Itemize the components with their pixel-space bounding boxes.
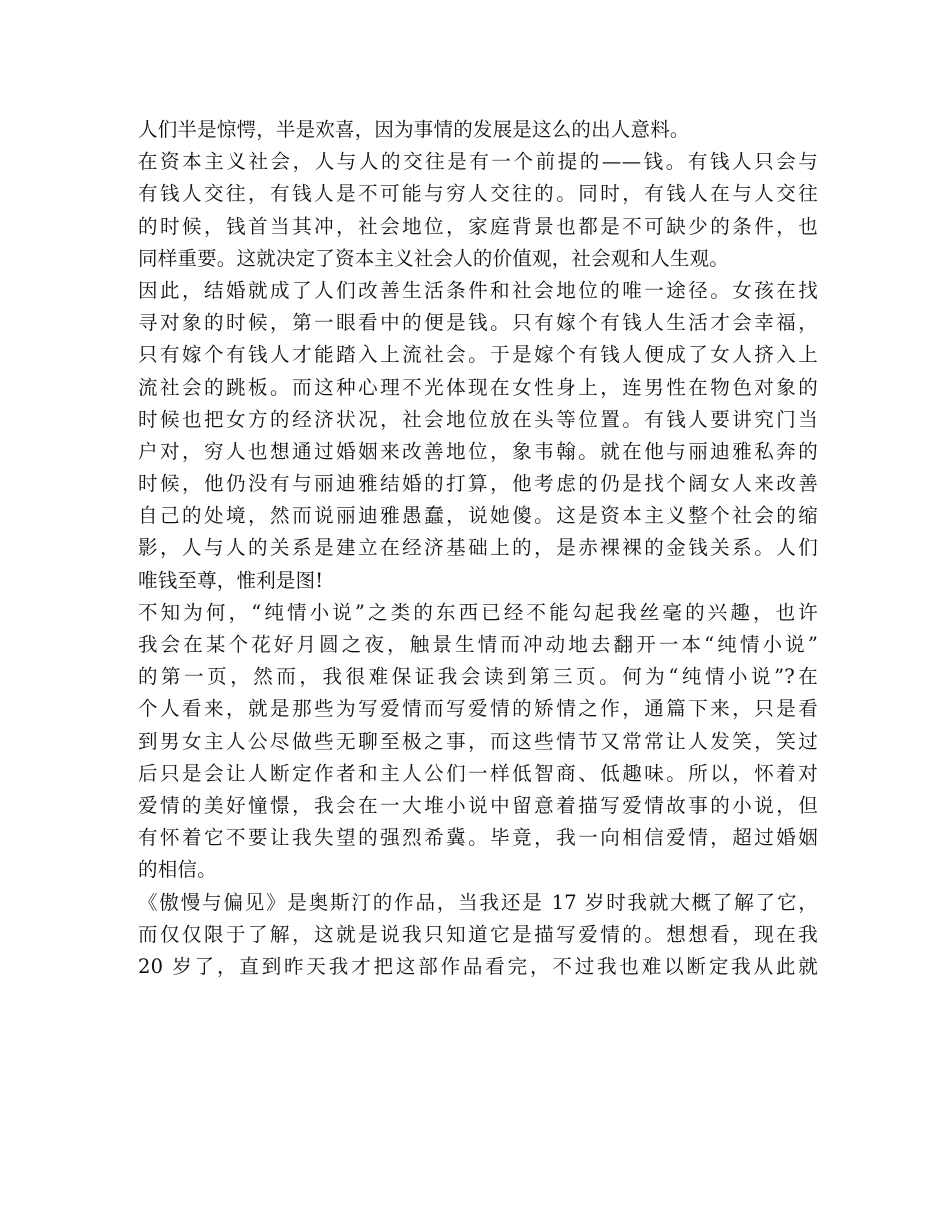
text-line: 我会在某个花好月圆之夜，触景生情而冲动地去翻开一本“纯情小说”: [138, 633, 818, 656]
text-line: 有怀着它不要让我失望的强烈希冀。毕竟，我一向相信爱情，超过婚姻: [138, 826, 818, 850]
text-line: 户对，穷人也想通过婚姻来改善地位，象韦翰。就在他与丽迪雅私奔的: [138, 439, 818, 463]
text-line: 唯钱至尊，惟利是图!: [138, 568, 324, 592]
document-body: [138, 114, 818, 983]
text-line: 人们半是惊愕，半是欢喜，因为事情的发展是这么的出人意料。: [138, 118, 690, 141]
text-line: 个人看来，就是那些为写爱情而写爱情的矫情之作，通篇下来，只是看: [138, 697, 818, 721]
text-line: 的第一页，然而，我很难保证我会读到第三页。何为“纯情小说”?在: [138, 665, 818, 689]
text-line: 因此，结婚就成了人们改善生活条件和社会地位的唯一途径。女孩在找: [138, 278, 818, 302]
text-line: 到男女主人公尽做些无聊至极之事，而这些情节又常常让人发笑，笑过: [138, 729, 818, 753]
text-line: 流社会的跳板。而这种心理不光体现在女性身上，连男性在物色对象的: [138, 375, 818, 399]
text-line: 而仅仅限于了解，这就是说我只知道它是描写爱情的。想想看，现在我: [138, 922, 818, 946]
text-line: 《傲慢与偏见》是奥斯汀的作品，当我还是 17 岁时我就大概了解了它，: [138, 890, 818, 914]
text-line: 不知为何，“纯情小说”之类的东西已经不能勾起我丝毫的兴趣，也许: [138, 600, 818, 624]
text-line: 后只是会让人断定作者和主人公们一样低智商、低趣味。所以，怀着对: [138, 761, 818, 785]
text-line: 只有嫁个有钱人才能踏入上流社会。于是嫁个有钱人便成了女人挤入上: [138, 343, 818, 367]
text-line: 有钱人交往，有钱人是不可能与穷人交往的。同时，有钱人在与人交往: [138, 182, 818, 206]
text-line: 20 岁了，直到昨天我才把这部作品看完，不过我也难以断定我从此就: [138, 954, 818, 978]
text-line: 的相信。: [138, 858, 217, 882]
text-line: 时候也把女方的经济状况，社会地位放在头等位置。有钱人要讲究门当: [138, 407, 818, 431]
text-line: 的时候，钱首当其冲，社会地位，家庭背景也都是不可缺少的条件，也: [138, 214, 818, 238]
text-line: 寻对象的时候，第一眼看中的便是钱。只有嫁个有钱人生活才会幸福，: [138, 311, 818, 335]
text-line: 同样重要。这就决定了资本主义社会人的价值观，社会观和人生观。: [138, 246, 730, 270]
text-line: 时候，他仍没有与丽迪雅结婚的打算，他考虑的仍是找个阔女人来改善: [138, 472, 818, 496]
text-line: 在资本主义社会，人与人的交往是有一个前提的——钱。有钱人只会与: [138, 150, 818, 174]
text-line: 爱情的美好憧憬，我会在一大堆小说中留意着描写爱情故事的小说，但: [138, 793, 818, 817]
text-line: 自己的处境，然而说丽迪雅愚蠢，说她傻。这是资本主义整个社会的缩: [138, 504, 818, 528]
text-line: 影，人与人的关系是建立在经济基础上的，是赤裸裸的金钱关系。人们: [138, 536, 818, 560]
